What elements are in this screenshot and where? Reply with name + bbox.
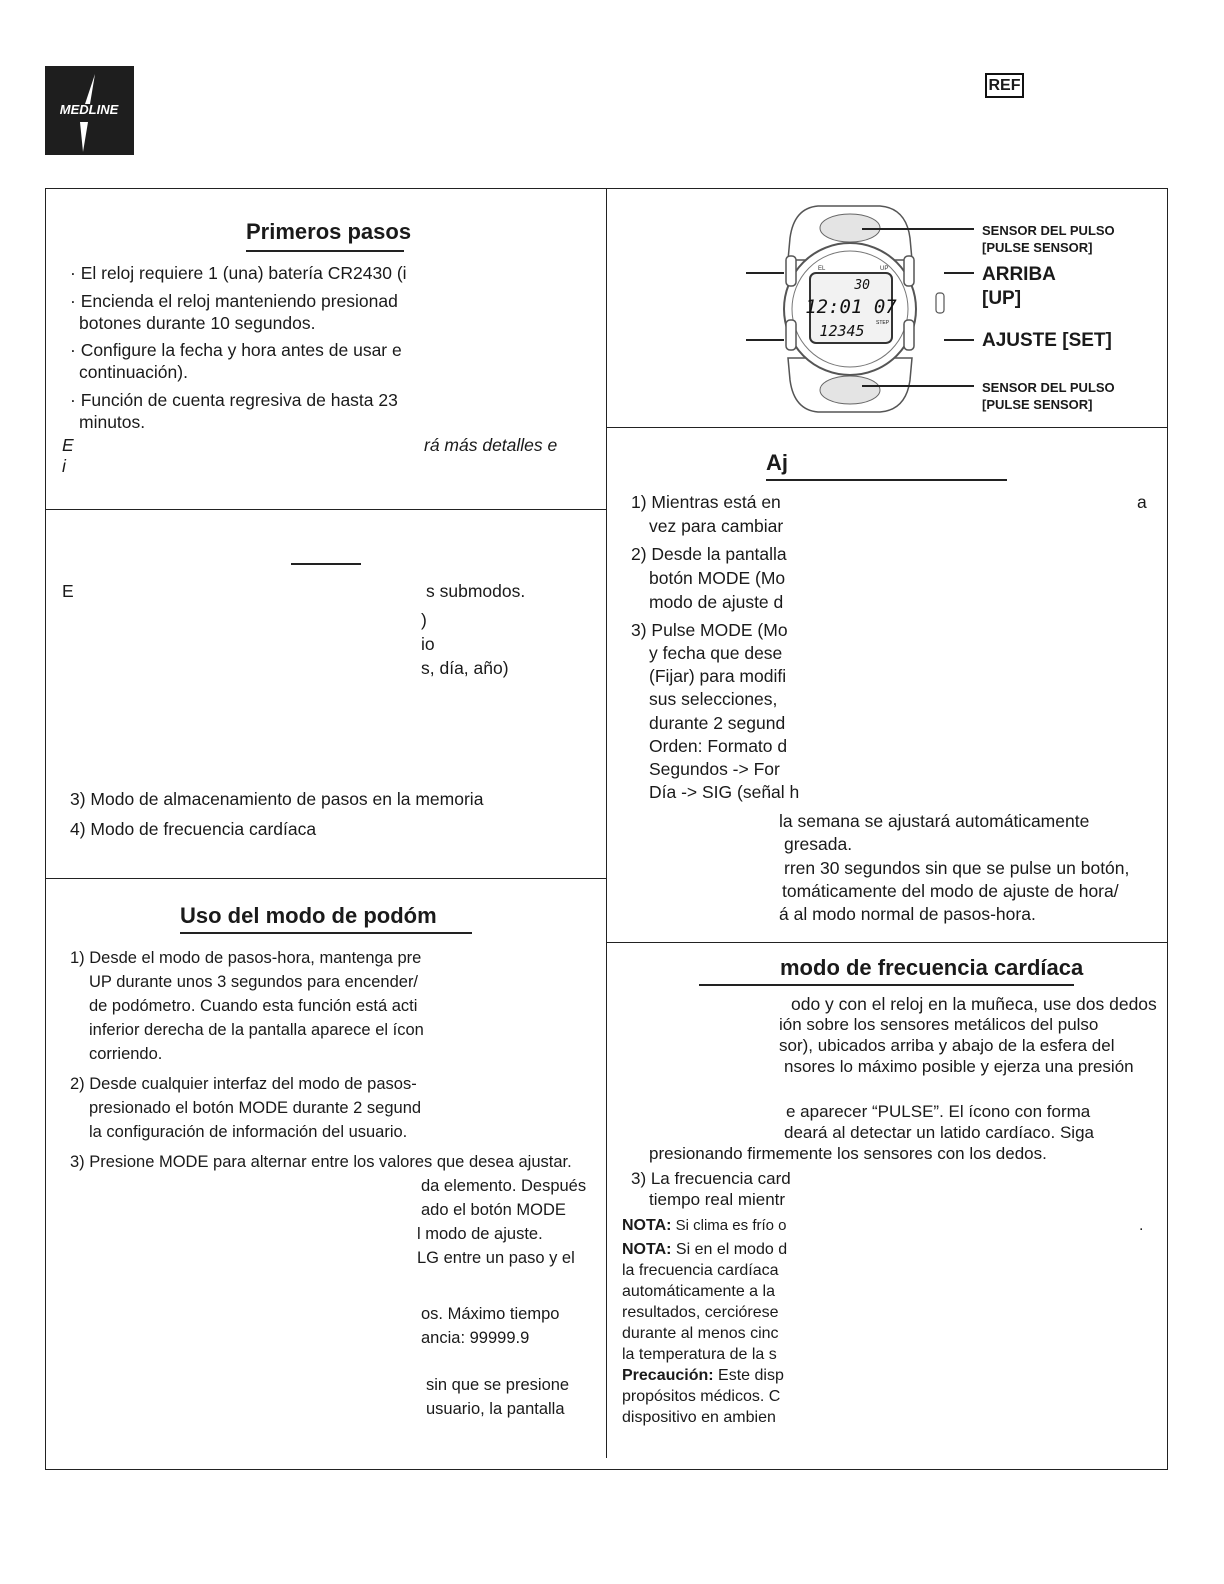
text-fragment: nsores lo máximo posible y ejerza una presión (784, 1057, 1134, 1076)
up-button-label-en: [UP] (982, 288, 1022, 309)
bullet-line: · Encienda el reloj manteniendo presionad (70, 291, 398, 311)
lcd-time: 12:01 07 (805, 296, 897, 318)
lcd-mode-label: MODE (820, 346, 837, 352)
text-fragment: ) (421, 610, 427, 630)
mode-item: 4) Modo de frecuencia cardíaca (70, 819, 317, 839)
text-fragment: LG entre un paso y el (417, 1249, 575, 1267)
step-line: presionado el botón MODE durante 2 segund (89, 1099, 422, 1117)
step-line: a (1137, 492, 1147, 512)
text-fragment: io (421, 634, 435, 654)
text-fragment: da elemento. Después (421, 1177, 587, 1195)
nota-line: la frecuencia cardíaca (622, 1262, 779, 1279)
lcd-top-value: 30 (854, 278, 870, 293)
step-line: tiempo real mientr (649, 1190, 786, 1209)
up-button-label: ARRIBA (982, 264, 1056, 285)
divider-right-2 (606, 942, 1168, 943)
step-line: 1) Desde el modo de pasos-hora, mantenga pre (70, 949, 422, 967)
sensor-label-top-en: [PULSE SENSOR] (982, 240, 1093, 255)
nota-line (622, 1239, 787, 1260)
sensor-label-bottom: SENSOR DEL PULSO (982, 380, 1115, 395)
bullet-line: · El reloj requiere 1 (una) batería CR2430 (i (70, 263, 407, 283)
nota-text: Si clima es frío o (671, 1217, 787, 1234)
text-fragment: la semana se ajustará automáticamente (779, 811, 1090, 831)
text-fragment: rren 30 segundos sin que se pulse un botón, (784, 858, 1130, 878)
medline-star-icon (45, 66, 134, 155)
text-fragment: odo y con el reloj en la muñeca, use dos dedos (791, 994, 1157, 1014)
nota-line: resultados, cerciórese (622, 1304, 779, 1321)
mode-item: 3) Modo de almacenamiento de pasos en la memoria (70, 789, 484, 809)
text-fragment: presionando firmemente los sensores con los dedos. (649, 1144, 1047, 1163)
step-line: sus selecciones, (649, 689, 778, 709)
title-underline (291, 563, 361, 565)
step-line: corriendo. (89, 1045, 163, 1063)
set-button-label: AJUSTE [SET] (982, 330, 1112, 351)
step-line: Orden: Formato d (649, 736, 788, 756)
nota-text: Si en el modo d (671, 1241, 788, 1258)
step-line: botón MODE (Mo (649, 568, 786, 588)
column-divider (606, 188, 607, 1458)
precaucion-text: Este disp (713, 1367, 784, 1384)
primeros-pasos-title: Primeros pasos (246, 219, 412, 244)
bullet-line: minutos. (79, 412, 146, 432)
nota-line: la temperatura de la s (622, 1346, 777, 1363)
sensor-label-bottom-en: [PULSE SENSOR] (982, 397, 1093, 412)
text-fragment: l modo de ajuste. (417, 1225, 543, 1243)
leader-line (862, 228, 974, 230)
logo-text: MEDLINE (59, 102, 119, 117)
nota-line (622, 1215, 787, 1236)
step-line: UP durante unos 3 segundos para encender/ (89, 973, 419, 991)
text-fragment: tomáticamente del modo de ajuste de hora/ (782, 881, 1119, 901)
step-line: durante 2 segund (649, 713, 786, 733)
text-fragment: deará al detectar un latido cardíaco. Siga (784, 1123, 1094, 1142)
bullet-line: continuación). (79, 362, 188, 382)
step-line: la configuración de información del usuario. (89, 1123, 408, 1141)
podometro-title: Uso del modo de podóm (180, 903, 437, 928)
note-fragment: rá más detalles e (424, 435, 558, 455)
divider-left-1 (45, 509, 607, 510)
note-fragment: i (62, 456, 66, 476)
text-fragment: sor), ubicados arriba y abajo de la esfera del (779, 1036, 1115, 1055)
lcd-el-label: EL (818, 266, 826, 272)
step-line: 3) Presione MODE para alternar entre los valores que desea ajustar. (70, 1153, 572, 1171)
text-fragment: e aparecer “PULSE”. El ícono con forma (786, 1102, 1091, 1121)
title-underline (699, 984, 1074, 986)
title-underline (180, 932, 472, 934)
precaucion-line: propósitos médicos. C (622, 1388, 781, 1405)
lcd-steps: 12345 (819, 322, 865, 340)
step-line: inferior derecha de la pantalla aparece el ícon (89, 1021, 424, 1039)
sensor-label-top: SENSOR DEL PULSO (982, 223, 1115, 238)
bullet-line: botones durante 10 segundos. (79, 313, 316, 333)
nota-end: . (1139, 1217, 1144, 1234)
step-line: Día -> SIG (señal h (649, 782, 800, 802)
nota-line: durante al menos cinc (622, 1325, 779, 1342)
lcd-up-label: UP (880, 266, 889, 272)
step-line: de podómetro. Cuando esta función está acti (89, 997, 418, 1015)
leader-line (944, 272, 974, 274)
text-fragment: s, día, año) (421, 658, 509, 678)
leader-line (862, 385, 974, 387)
ajuste-title: Aj (766, 450, 788, 475)
lcd-wr-label: WR30M (839, 352, 861, 358)
bullet-line: · Configure la fecha y hora antes de usar e (70, 340, 402, 360)
text-fragment: sin que se presione (426, 1376, 570, 1394)
intro-fragment: s submodos. (426, 581, 526, 601)
medline-logo (45, 66, 134, 155)
lcd-step-label: STEP (876, 320, 890, 326)
leader-line (746, 339, 784, 341)
text-fragment: ado el botón MODE (421, 1201, 566, 1219)
divider-right-1 (606, 427, 1168, 428)
step-line: 2) Desde cualquier interfaz del modo de pasos- (70, 1075, 417, 1093)
step-line: Segundos -> For (649, 759, 780, 779)
text-fragment: á al modo normal de pasos-hora. (779, 904, 1036, 924)
nota-label: NOTA: (622, 1217, 672, 1234)
text-fragment: ión sobre los sensores metálicos del pulso (779, 1015, 1099, 1034)
step-line: modo de ajuste d (649, 592, 784, 612)
precaucion-line (622, 1365, 784, 1386)
title-underline (766, 479, 1007, 481)
nota-line: automáticamente a la (622, 1283, 775, 1300)
step-line: y fecha que dese (649, 643, 783, 663)
note-fragment: E (62, 435, 74, 455)
step-line: vez para cambiar (649, 516, 784, 536)
step-line: 3) La frecuencia card (631, 1169, 791, 1188)
step-line: 1) Mientras está en (631, 492, 781, 512)
bullet-line: · Función de cuenta regresiva de hasta 23 (70, 390, 398, 410)
leader-line (746, 272, 784, 274)
lcd-down-label: DOWN (872, 346, 890, 352)
ref-box: REF (985, 73, 1024, 98)
text-fragment: usuario, la pantalla (426, 1400, 565, 1418)
divider-left-2 (45, 878, 607, 879)
leader-line (944, 339, 974, 341)
nota-label: NOTA: (622, 1241, 672, 1258)
title-underline (246, 250, 404, 252)
text-fragment: ancia: 99999.9 (421, 1329, 530, 1347)
step-line: 2) Desde la pantalla (631, 544, 787, 564)
step-line: (Fijar) para modifi (649, 666, 787, 686)
precaucion-line: dispositivo en ambien (622, 1409, 776, 1426)
frecuencia-title: modo de frecuencia cardíaca (780, 955, 1084, 980)
precaucion-label: Precaución: (622, 1367, 714, 1384)
text-fragment: os. Máximo tiempo (421, 1305, 560, 1323)
intro-fragment: E (62, 581, 74, 601)
step-line: 3) Pulse MODE (Mo (631, 620, 788, 640)
text-fragment: gresada. (784, 834, 853, 854)
